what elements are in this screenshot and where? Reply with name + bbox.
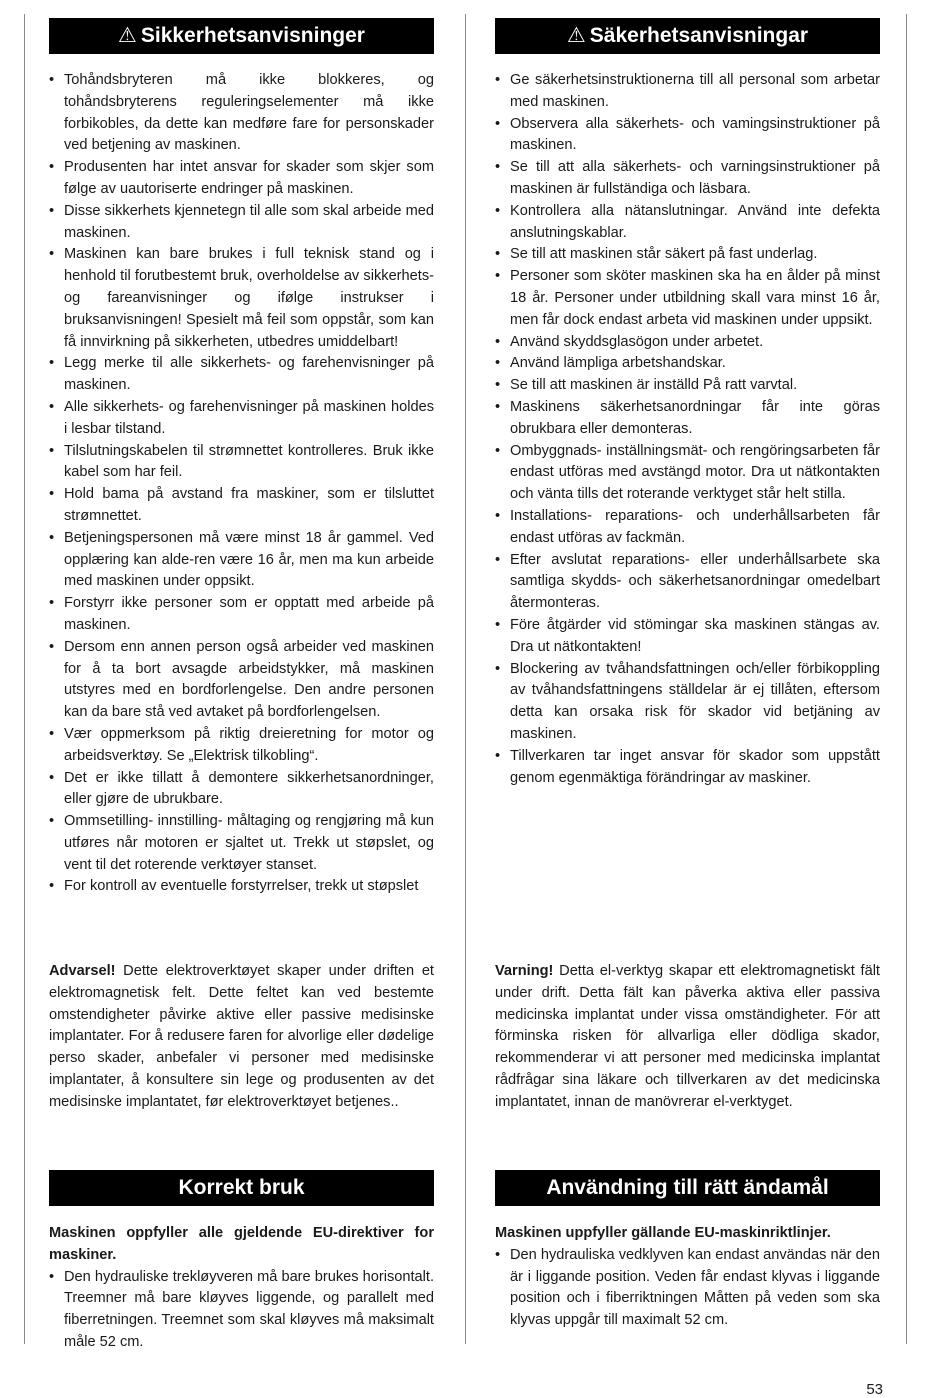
list-item: • Efter avslutat reparations- eller underhållsarbete ska samtliga skydds- och säkerhetsanordningar omedelbart återmonteras. <box>495 550 880 615</box>
usage-lead: Maskinen oppfyller alle gjeldende EU-direktiver for maskiner. <box>49 1225 434 1263</box>
rule-center <box>465 14 466 1344</box>
usage-lead: Maskinen uppfyller gällande EU-maskinriktlinjer. <box>495 1225 831 1241</box>
list-item: • Den hydrauliska vedklyven kan endast användas när den är i liggande position. Veden får endast klyvas i liggande position och i fiberriktningen Måtten på veden som ska klyvas uppgår till maximalt 52 cm. <box>495 1245 880 1332</box>
list-item: • Före åtgärder vid stömingar ska maskinen stängas av. Dra ut nätkontakten! <box>495 615 880 659</box>
page-number: 53 <box>866 1381 883 1398</box>
list-item: • Ommsetilling- innstilling- måltaging og rengjøring må kun utføres når motoren er sjaltet ut. Trekk ut støpslet, og vent til det roterende verktøyer stanset. <box>49 811 434 876</box>
list-item: • Alle sikkerhets- og farehenvisninger på maskinen holdes i lesbar tilstand. <box>49 397 434 441</box>
safety-heading-text: Säkerhetsanvisningar <box>589 24 809 47</box>
list-item: • Legg merke til alle sikkerhets- og farehenvisninger på maskinen. <box>49 353 434 397</box>
list-item: • Tillverkaren tar inget ansvar för skador som uppstått genom egenmäktiga förändringar av maskiner. <box>495 746 880 790</box>
usage-heading-no <box>49 1170 434 1206</box>
list-item: • Kontrollera alla nätanslutningar. Använd inte defekta anslutningskablar. <box>495 201 880 245</box>
list-item: • Tohåndsbryteren må ikke blokkeres, og tohåndsbryterens reguleringselementer må ikke forbikobles, da dette kan medføre fare for personskader ved betjening av maskinen. <box>49 70 434 157</box>
usage-list-no <box>49 1267 434 1354</box>
list-item: • Se till att alla säkerhets- och varningsinstruktioner på maskinen är fullständiga och läsbara. <box>495 157 880 201</box>
list-item: • Ge säkerhetsinstruktionerna till all personal som arbetar med maskinen. <box>495 70 880 114</box>
usage-block-no <box>49 1223 434 1354</box>
list-item: • Maskinens säkerhetsanordningar får inte göras obrukbara eller demonteras. <box>495 397 880 441</box>
list-item: • Hold bama på avstand fra maskiner, som er tilsluttet strømnettet. <box>49 484 434 528</box>
list-item: • Använd skyddsglasögon under arbetet. <box>495 332 880 354</box>
safety-heading-text: Sikkerhetsanvisninger <box>140 24 365 47</box>
warning-block-no <box>49 961 434 1114</box>
warning-text: Detta el-verktyg skapar ett elektromagnetiskt fält under drift. Detta fält kan påverka aktiva eller passiva medicinska implantat under vissa omständigheter. För att förminska risken för allvarliga eller dödliga skador, rekommenderar vi att personer med medicinska implantat rådfrågar sina läkare och tillverkaren av det medicinska implantatet, innan de manövrerar el-verktyget. <box>495 963 880 1110</box>
warning-block-sv <box>495 961 880 1114</box>
usage-block-sv <box>495 1223 880 1332</box>
warning-label: Advarsel! <box>49 963 116 979</box>
warning-label: Varning! <box>495 963 554 979</box>
rule-left <box>24 14 25 1344</box>
warning-triangle-icon: ⚠ <box>566 24 586 47</box>
list-item: • Observera alla säkerhets- och vamingsinstruktioner på maskinen. <box>495 114 880 158</box>
list-item: • Produsenten har intet ansvar for skader som skjer som følge av uautoriserte endringer på maskinen. <box>49 157 434 201</box>
list-item: • Det er ikke tillatt å demontere sikkerhetsanordninger, eller gjøre de ubrukbare. <box>49 768 434 812</box>
usage-list-sv <box>495 1245 880 1332</box>
list-item: • Betjeningspersonen må være minst 18 år gammel. Ved opplæring kan alde-ren være 16 år, men ma kun arbeide med maskinen under oppsikt. <box>49 528 434 593</box>
list-item: • Ombyggnads- inställningsmät- och rengöringsarbeten får endast utföras med avstängd motor. Dra ut nätkontakten och vänta tills det roterande verktyget står helt stilla. <box>495 441 880 506</box>
usage-heading-text: Användning till rätt ändamål <box>546 1176 829 1199</box>
list-item: • Tilslutningskabelen til strømnettet kontrolleres. Bruk ikke kabel som har feil. <box>49 441 434 485</box>
list-item: • Forstyrr ikke personer som er opptatt med arbeide på maskinen. <box>49 593 434 637</box>
list-item: • Vær oppmerksom på riktig dreieretning for motor og arbeidsverktøy. Se „Elektrisk tilkobling“. <box>49 724 434 768</box>
warning-text: Dette elektroverktøyet skaper under driften et elektromagnetisk felt. Dette feltet kan ved bestemte omstendigheter påvirke aktive eller passive medisinske implantater. For å redusere faren for alvorlige eller dødelige perso skader, anbefaler vi personer med medisinske implantater, å konsultere sin lege og produsenten av det medisinske implantatet, før elektroverktøyet betjenes.. <box>49 963 434 1110</box>
usage-heading-sv <box>495 1170 880 1206</box>
warning-triangle-icon: ⚠ <box>118 24 137 47</box>
list-item: • Se till att maskinen står säkert på fast underlag. <box>495 244 880 266</box>
list-item: • Disse sikkerhets kjennetegn til alle som skal arbeide med maskinen. <box>49 201 434 245</box>
list-item: • Den hydrauliske trekløyveren må bare brukes horisontalt. Treemner må bare kløyves liggende, og parallelt med fiberretningen. Treemnet som skal kløyves må maksimalt måle 52 cm. <box>49 1267 434 1354</box>
safety-heading-sv <box>495 18 880 54</box>
list-item: • Använd lämpliga arbetshandskar. <box>495 353 880 375</box>
safety-list-sv <box>495 70 880 789</box>
safety-list-no <box>49 70 434 898</box>
list-item: • Personer som sköter maskinen ska ha en ålder på minst 18 år. Personer under utbildning skall vara minst 16 år, men får dock endast arbeta vid maskinen under uppsikt. <box>495 266 880 331</box>
list-item: • Se till att maskinen är inställd På ratt varvtal. <box>495 375 880 397</box>
list-item: • Blockering av tvåhandsfattningen och/eller förbikoppling av tvåhandsfattningens ställdelar är ej tillåten, eftersom detta kan orsaka risk för skador vid betjäning av maskinen. <box>495 659 880 746</box>
usage-heading-text: Korrekt bruk <box>178 1176 305 1199</box>
list-item: • Dersom enn annen person også arbeider ved maskinen for å ta bort avsagde arbeidstykker, må maskinen utstyres med en bordforlengelse. Den andre personen kan da bare stå ved avtaket på bordforlengelsen. <box>49 637 434 724</box>
safety-heading-no <box>49 18 434 54</box>
list-item: • Maskinen kan bare brukes i full teknisk stand og i henhold til forutbestemt bruk, overholdelse av sikkerhets- og fareanvisninger og ifølge instrukser i bruksanvisningen! Spesielt må feil som oppstår, som kan få innvirkning på sikkerheten, utbedres umiddelbart! <box>49 244 434 353</box>
list-item: • Installations- reparations- och underhållsarbeten får endast utföras av fackmän. <box>495 506 880 550</box>
list-item: • For kontroll av eventuelle forstyrrelser, trekk ut støpslet <box>49 876 434 898</box>
rule-right <box>906 14 907 1344</box>
